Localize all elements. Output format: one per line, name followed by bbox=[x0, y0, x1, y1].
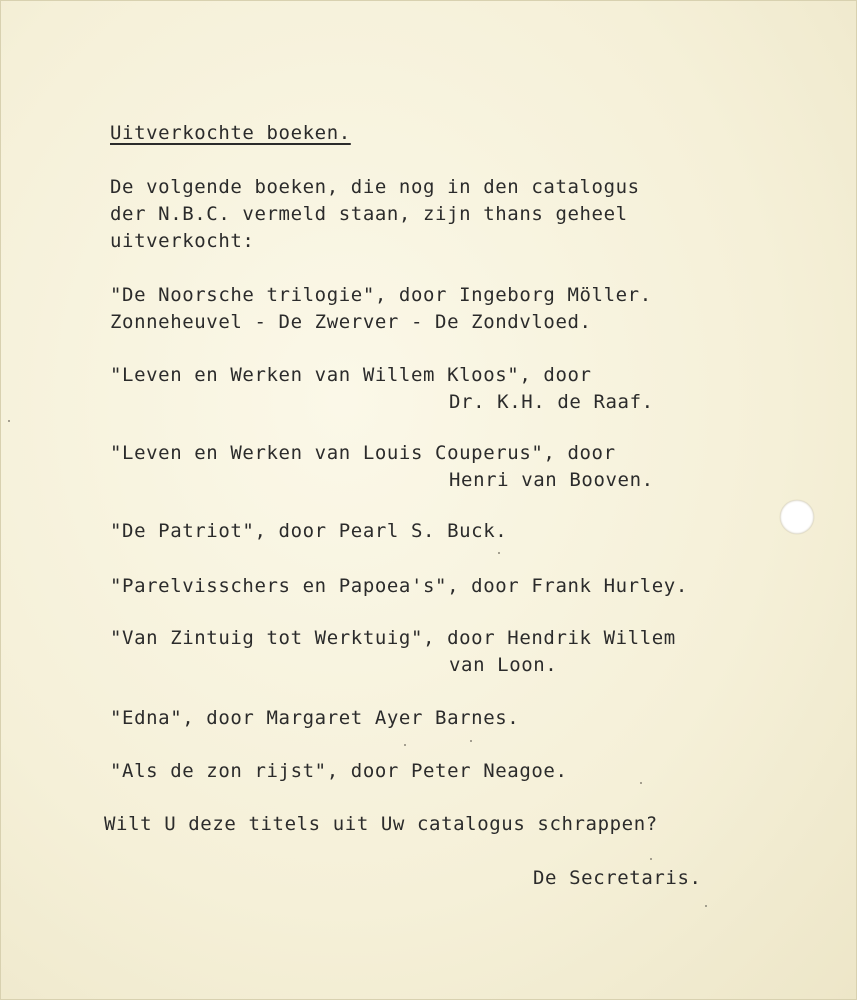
book-entry: "Edna", door Margaret Ayer Barnes. bbox=[110, 707, 520, 729]
ink-speck bbox=[498, 552, 500, 554]
book-author-line: Dr. K.H. de Raaf. bbox=[449, 391, 654, 413]
book-title-line: "Leven en Werken van Willem Kloos", door bbox=[110, 364, 592, 386]
punch-hole bbox=[780, 500, 814, 534]
book-entry: "De Patriot", door Pearl S. Buck. bbox=[110, 520, 508, 542]
book-entry: "Parelvisschers en Papoea's", door Frank Hurley. bbox=[110, 575, 688, 597]
book-author-line: Henri van Booven. bbox=[449, 469, 654, 491]
ink-speck bbox=[404, 744, 406, 746]
intro-line: De volgende boeken, die nog in den catalogus bbox=[110, 176, 640, 198]
ink-speck bbox=[8, 420, 10, 422]
book-author-line: van Loon. bbox=[449, 654, 558, 676]
ink-speck bbox=[705, 905, 707, 907]
intro-line: uitverkocht: bbox=[110, 230, 255, 252]
book-title-line: "Van Zintuig tot Werktuig", door Hendrik Willem bbox=[110, 627, 676, 649]
closing-question: Wilt U deze titels uit Uw catalogus schrappen? bbox=[104, 813, 658, 835]
book-entry bbox=[110, 362, 654, 416]
book-title-line: "Leven en Werken van Louis Couperus", door bbox=[110, 442, 616, 464]
book-entry: "Als de zon rijst", door Peter Neagoe. bbox=[110, 760, 568, 782]
book-title-line: "De Noorsche trilogie", door Ingeborg Möller. bbox=[110, 284, 652, 306]
intro-paragraph bbox=[110, 174, 640, 255]
intro-line: der N.B.C. vermeld staan, zijn thans geheel bbox=[110, 203, 628, 225]
book-entry bbox=[110, 282, 652, 336]
signature: De Secretaris. bbox=[533, 867, 702, 889]
book-subtitle-line: Zonneheuvel - De Zwerver - De Zondvloed. bbox=[110, 311, 592, 333]
document-title: Uitverkochte boeken. bbox=[110, 122, 351, 144]
ink-speck bbox=[470, 740, 472, 742]
book-entry bbox=[110, 440, 654, 494]
ink-speck bbox=[650, 858, 652, 860]
book-entry bbox=[110, 625, 676, 679]
ink-speck bbox=[640, 782, 642, 784]
